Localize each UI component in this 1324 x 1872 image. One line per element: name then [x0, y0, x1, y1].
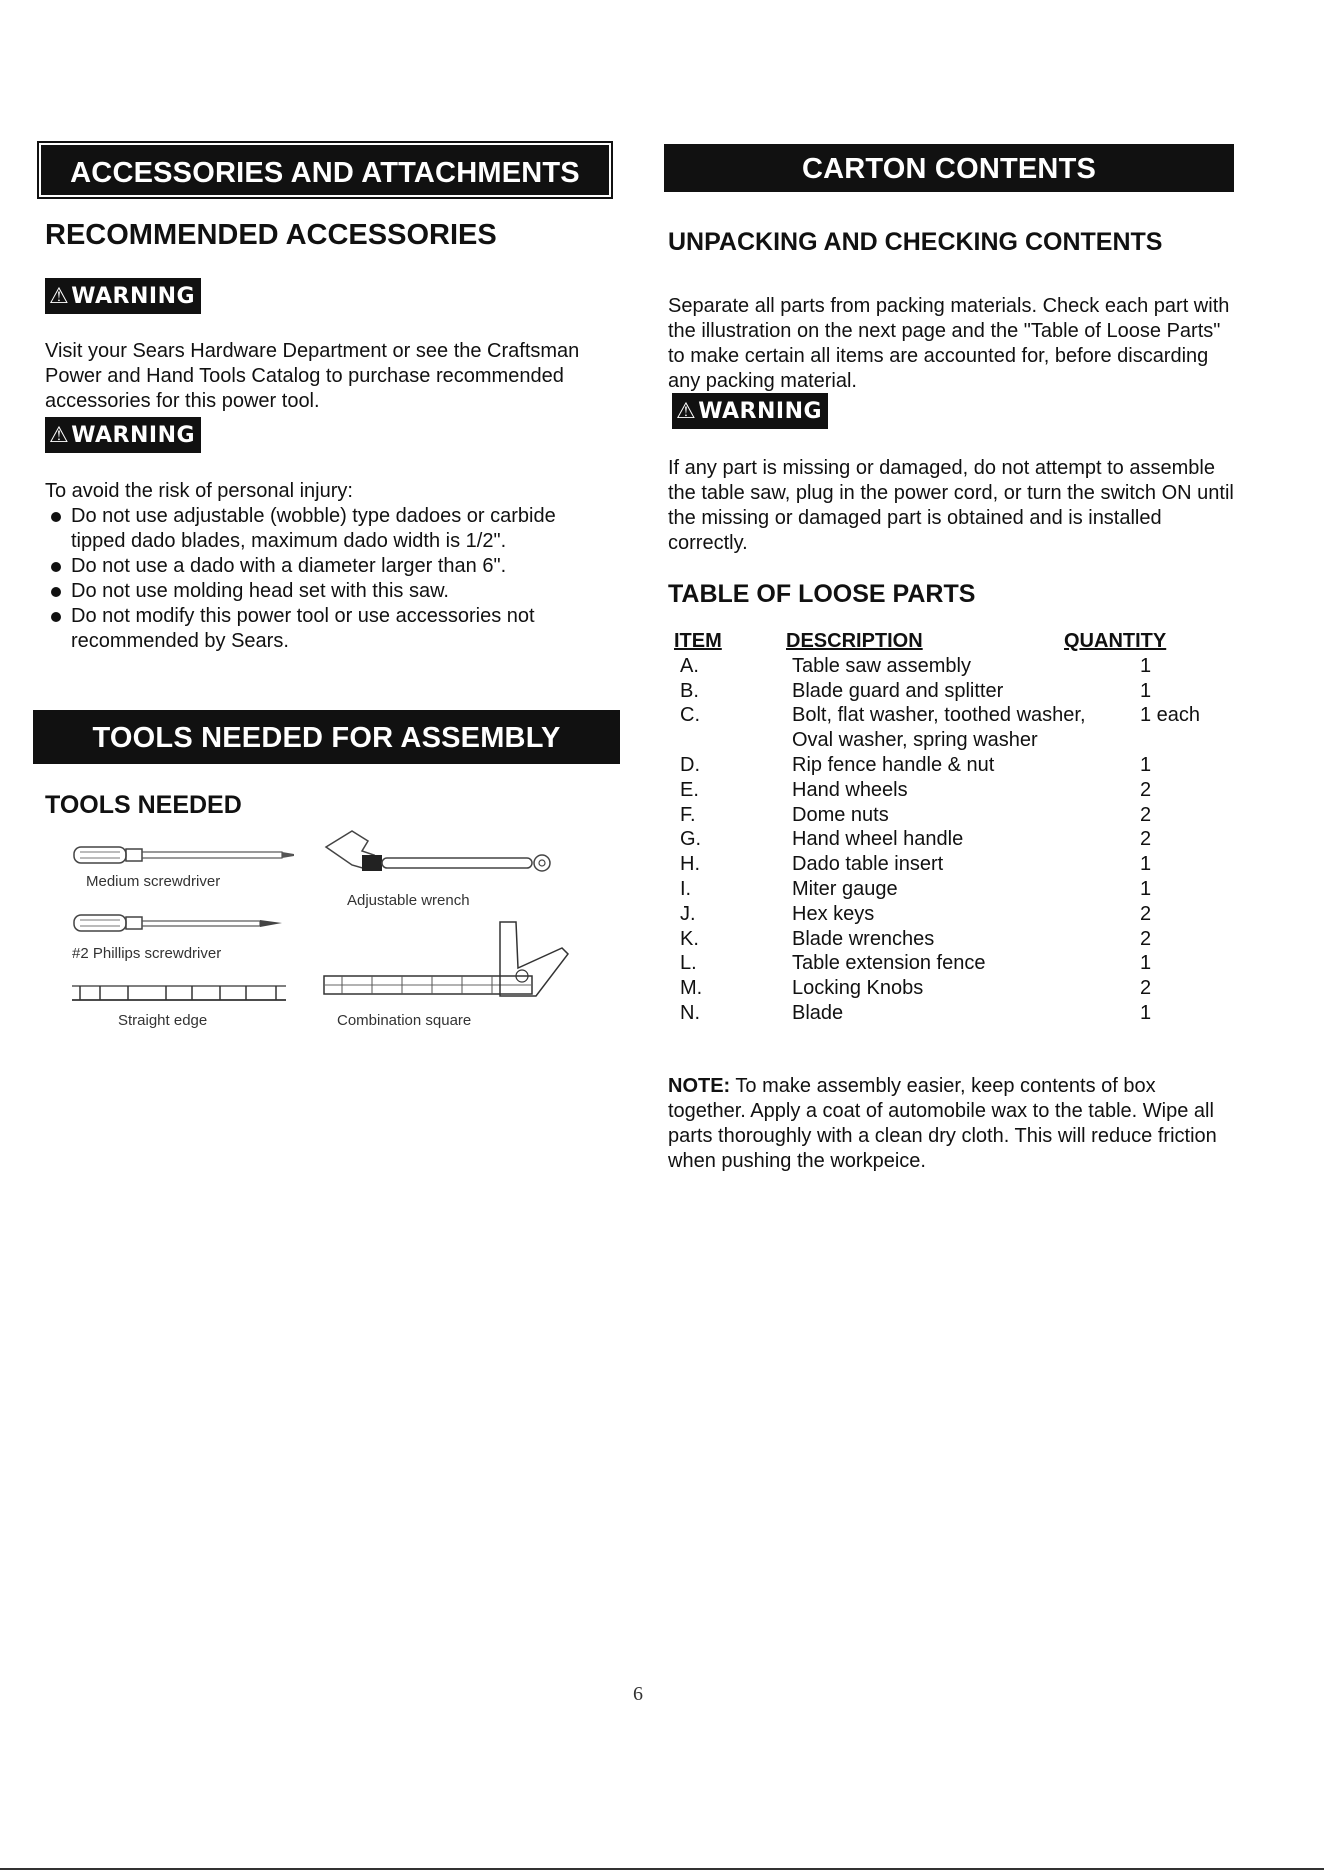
list-item: Do not modify this power tool or use accessories not recommended by Sears. [45, 604, 605, 654]
banner-accessories-and-attachments: ACCESSORIES AND ATTACHMENTS [41, 145, 609, 195]
table-row [674, 877, 1234, 902]
separate-parts-paragraph: Separate all parts from packing materials. Check each part with the illustration on the next page and the "Table of Loose Parts" to make certain all items are accounted for, before discarding any packing material. [668, 295, 1230, 392]
table-row [674, 753, 1234, 778]
bullet-icon [51, 512, 61, 522]
banner-tools-needed-for-assembly: TOOLS NEEDED FOR ASSEMBLY [33, 710, 620, 764]
combination-square-label: Combination square [337, 1012, 472, 1029]
part-item-cell: J. [680, 902, 696, 925]
table-row [674, 976, 1234, 1001]
adjustable-wrench-label: Adjustable wrench [347, 892, 470, 909]
part-description-cell: Blade wrenches [792, 927, 935, 950]
table-row [674, 852, 1234, 877]
table-row [674, 654, 1234, 679]
table-of-loose-parts-heading: TABLE OF LOOSE PARTS [668, 580, 976, 608]
phillips-screwdriver-icon [72, 910, 287, 936]
column-header-item: ITEM [674, 630, 722, 652]
note-text: To make assembly easier, keep contents of box together. Apply a coat of automobile wax to the table. Wipe all parts thoroughly with a clean dry cloth. This will reduce friction when pushing the workpeice. [668, 1075, 1217, 1172]
part-quantity-cell: 2 [1140, 927, 1152, 950]
part-description-cell: Rip fence handle & nut [792, 753, 995, 776]
list-item: Do not use a dado with a diameter larger than 6". [45, 554, 605, 579]
avoid-injury-intro: To avoid the risk of personal injury: [45, 480, 353, 502]
part-item-cell: B. [680, 679, 699, 702]
visit-sears-paragraph: Visit your Sears Hardware Department or see the Craftsman Power and Hand Tools Catalog to purchase recommended accessories for this power tool. [45, 340, 580, 412]
note-label: NOTE: [668, 1075, 731, 1097]
table-row [674, 902, 1234, 927]
part-description-cell: Oval washer, spring washer [792, 729, 1038, 752]
part-quantity-cell: 1 each [1140, 704, 1201, 727]
loose-parts-table [674, 629, 1234, 1026]
banner-carton-contents: CARTON CONTENTS [664, 144, 1234, 192]
safety-bullet-list [45, 504, 605, 654]
warning-badge-2 [45, 417, 201, 453]
part-item-cell: F. [680, 803, 696, 826]
tools-needed-heading: TOOLS NEEDED [45, 791, 242, 819]
part-description-cell: Table extension fence [792, 952, 986, 975]
warning-label: WARNING [71, 284, 196, 309]
column-header-quantity: QUANTITY [1064, 630, 1167, 652]
part-description-cell: Dado table insert [792, 853, 944, 876]
part-quantity-cell: 2 [1140, 828, 1152, 851]
part-item-cell: A. [680, 654, 699, 677]
part-description-cell: Blade guard and splitter [792, 679, 1004, 702]
warning-triangle-icon: ⚠ [49, 423, 70, 448]
warning-label: WARNING [71, 423, 196, 448]
table-row [674, 728, 1234, 753]
table-row [674, 703, 1234, 728]
part-item-cell: E. [680, 778, 699, 801]
bullet-icon [51, 587, 61, 597]
part-description-cell: Locking Knobs [792, 977, 924, 1000]
part-quantity-cell: 1 [1140, 654, 1152, 677]
note-paragraph [668, 1074, 1234, 1174]
part-quantity-cell: 2 [1140, 803, 1152, 826]
part-description-cell: Hex keys [792, 902, 875, 925]
adjustable-wrench-icon [322, 825, 554, 887]
part-quantity-cell: 1 [1140, 877, 1152, 900]
table-row [674, 778, 1234, 803]
part-description-cell: Hand wheels [792, 778, 908, 801]
table-row [674, 951, 1234, 976]
part-item-cell: C. [680, 704, 700, 727]
table-row [674, 679, 1234, 704]
warning-triangle-icon: ⚠ [49, 284, 70, 309]
part-quantity-cell: 1 [1140, 952, 1152, 975]
part-quantity-cell: 1 [1140, 679, 1152, 702]
part-item-cell: G. [680, 828, 702, 851]
missing-part-paragraph: If any part is missing or damaged, do not attempt to assemble the table saw, plug in the power cord, or turn the switch ON until the missing or damaged part is obtained and is installed correctly. [668, 457, 1234, 554]
warning-badge-1 [45, 278, 201, 314]
straight-edge-icon [70, 980, 290, 1004]
list-item: Do not use molding head set with this saw. [45, 579, 605, 604]
part-description-cell: Bolt, flat washer, toothed washer, [792, 704, 1086, 727]
page-number: 6 [633, 1683, 643, 1705]
part-description-cell: Hand wheel handle [792, 828, 964, 851]
part-description-cell: Dome nuts [792, 803, 889, 826]
warning-label: WARNING [698, 399, 823, 424]
table-header-row [674, 629, 1234, 654]
warning-badge-3 [672, 393, 828, 429]
part-description-cell: Table saw assembly [792, 654, 971, 677]
part-item-cell: K. [680, 927, 699, 950]
medium-screwdriver-icon [72, 842, 297, 868]
part-quantity-cell: 1 [1140, 753, 1152, 776]
warning-triangle-icon: ⚠ [676, 399, 697, 424]
table-body [674, 654, 1234, 1026]
table-row [674, 927, 1234, 952]
combination-square-icon [322, 918, 572, 1010]
bottom-divider [0, 1868, 1324, 1870]
column-header-description: DESCRIPTION [786, 630, 923, 652]
part-item-cell: L. [680, 952, 697, 975]
medium-screwdriver-label: Medium screwdriver [86, 873, 221, 890]
table-row [674, 1001, 1234, 1026]
table-row [674, 827, 1234, 852]
table-row [674, 803, 1234, 828]
phillips-screwdriver-label: #2 Phillips screwdriver [72, 945, 222, 962]
bullet-icon [51, 562, 61, 572]
part-item-cell: H. [680, 853, 700, 876]
list-item: Do not use adjustable (wobble) type dadoes or carbide tipped dado blades, maximum dado width is 1/2". [45, 504, 605, 554]
recommended-accessories-heading: RECOMMENDED ACCESSORIES [45, 219, 497, 251]
part-quantity-cell: 2 [1140, 977, 1152, 1000]
part-item-cell: I. [680, 877, 692, 900]
part-item-cell: D. [680, 753, 700, 776]
part-item-cell: N. [680, 1001, 700, 1024]
bullet-icon [51, 612, 61, 622]
part-quantity-cell: 1 [1140, 1001, 1152, 1024]
part-quantity-cell: 1 [1140, 853, 1152, 876]
part-quantity-cell: 2 [1140, 778, 1152, 801]
part-description-cell: Miter gauge [792, 877, 898, 900]
part-quantity-cell: 2 [1140, 902, 1152, 925]
part-item-cell: M. [680, 977, 703, 1000]
part-description-cell: Blade [792, 1001, 844, 1024]
straight-edge-label: Straight edge [118, 1012, 208, 1029]
unpacking-heading: UNPACKING AND CHECKING CONTENTS [668, 228, 1163, 256]
